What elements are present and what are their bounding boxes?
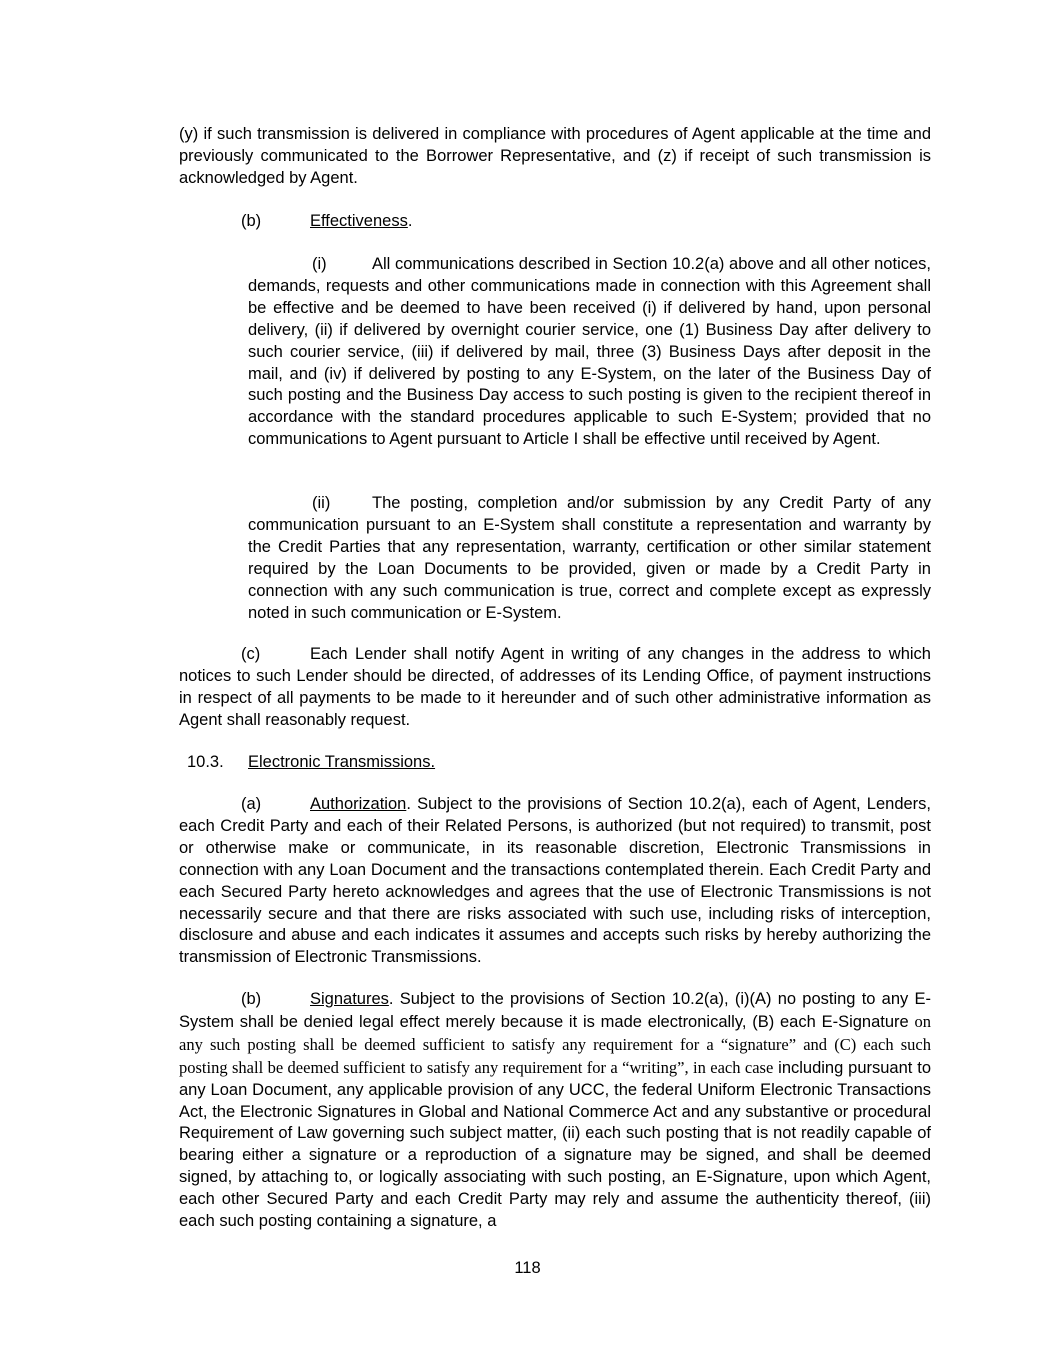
clause-c-label: (c) (241, 645, 261, 663)
clause-c-text: Each Lender shall notify Agent in writing of any changes in the address to which notices to such Lender should be directed, of addresses of its Lending Office, of payment instructions in respect of all payments to be made to it hereunder and of such other administrative information as Agent shall reasonably request. (179, 645, 931, 729)
clause-c (179, 644, 931, 732)
clause-b-i-label: (i) (312, 255, 327, 273)
effectiveness-label: (b) (241, 212, 262, 230)
effectiveness-suffix: . (407, 212, 413, 230)
clause-b-i-text: All communications described in Section 10.2(a) above and all other notices, demands, requests and other communications made in connection with this Agreement shall be effective and be deemed to have been received (i) if delivered by hand, upon personal delivery, (ii) if delivered by overnight courier service, one (1) Business Day after delivery to such courier service, (iii) if delivered by mail, three (3) Business Days after deposit in the mail, and (iv) if delivered by posting to any E-System, on the later of the Business Day of such posting and the Business Day access to such posting is given to the recipient thereof in accordance with the standard procedures applicable to such E-System; provided that no communications to Agent pursuant to Article I shall be effective until received by Agent. (248, 255, 931, 449)
signatures-text-2: including pursuant to any Loan Document, any applicable provision of any UCC, the federal Uniform Electronic Transactions Act, the Electronic Signatures in Global and National Commerce Act and any substantive or procedural Requirement of Law governing such subject matter, (ii) each such posting that is not readily capable of bearing either a signature or a reproduction of a signature may be signed, and shall be deemed signed, by attaching to, or logically associating with such posting, an E-Signature, upon which Agent, each other Secured Party and each Credit Party may rely and assume the authenticity thereof, (iii) each such posting containing a signature, a (179, 1058, 931, 1231)
intro-text: (y) if such transmission is delivered in compliance with procedures of Agent applicable at the time and previously communicated to the Borrower Representative, and (z) if receipt of such transmission is acknowledged by Agent. (179, 125, 931, 187)
authorization-text: . Subject to the provisions of Section 10.2(a), each of Agent, Lenders, each Credit Party and each of their Related Persons, is authorized (but not required) to transmit, post or otherwise make or communicate, in its reasonable discretion, Electronic Transmissions in connection with any Loan Document and the transactions contemplated therein. Each Credit Party and each Secured Party hereto acknowledges and agrees that the use of Electronic Transmissions is not necessarily secure and that there are risks associated with such use, including risks of interception, disclosure and abuse and each indicates it assumes and accepts such risks by hereby authorizing the transmission of Electronic Transmissions. (179, 795, 931, 967)
intro-paragraph (179, 124, 931, 190)
section-10-3-number: 10.3. (187, 753, 224, 771)
page-number: 118 (514, 1259, 541, 1277)
clause-b-ii (248, 493, 931, 624)
signatures-text-serif: on any such posting shall be deemed sufficient to satisfy any requirement for a “signature” and (C) each such posting shall be deemed sufficient to satisfy any requirement for a “writing”, in each case (179, 1011, 931, 1077)
clause-b-ii-text: The posting, completion and/or submission by any Credit Party of any communication pursuant to an E-System shall constitute a representation and warranty by the Credit Parties that any representation, warranty, certification or other similar statement required by the Loan Documents to be provided, given or made by a Credit Party in connection with any such communication is true, correct and complete except as expressly noted in such communication or E-System. (248, 494, 931, 622)
effectiveness-heading (241, 211, 412, 233)
section-10-3-title: Electronic Transmissions. (248, 753, 436, 771)
clause-b-ii-label: (ii) (312, 494, 331, 512)
signatures-title: Signatures (310, 990, 389, 1008)
clause-b-i (248, 254, 931, 451)
signatures-label: (b) (241, 990, 262, 1008)
clause-signatures (179, 989, 931, 1233)
signatures-text-1: . Subject to the provisions of Section 10.2(a), (i)(A) no posting to any E-System shall be denied legal effect merely because it is made electronically, (B) each E-Signature (179, 990, 931, 1031)
clause-authorization (179, 794, 931, 969)
section-10-3-heading (187, 752, 435, 774)
authorization-title: Authorization (310, 795, 407, 813)
authorization-label: (a) (241, 795, 262, 813)
effectiveness-title: Effectiveness (310, 212, 408, 230)
